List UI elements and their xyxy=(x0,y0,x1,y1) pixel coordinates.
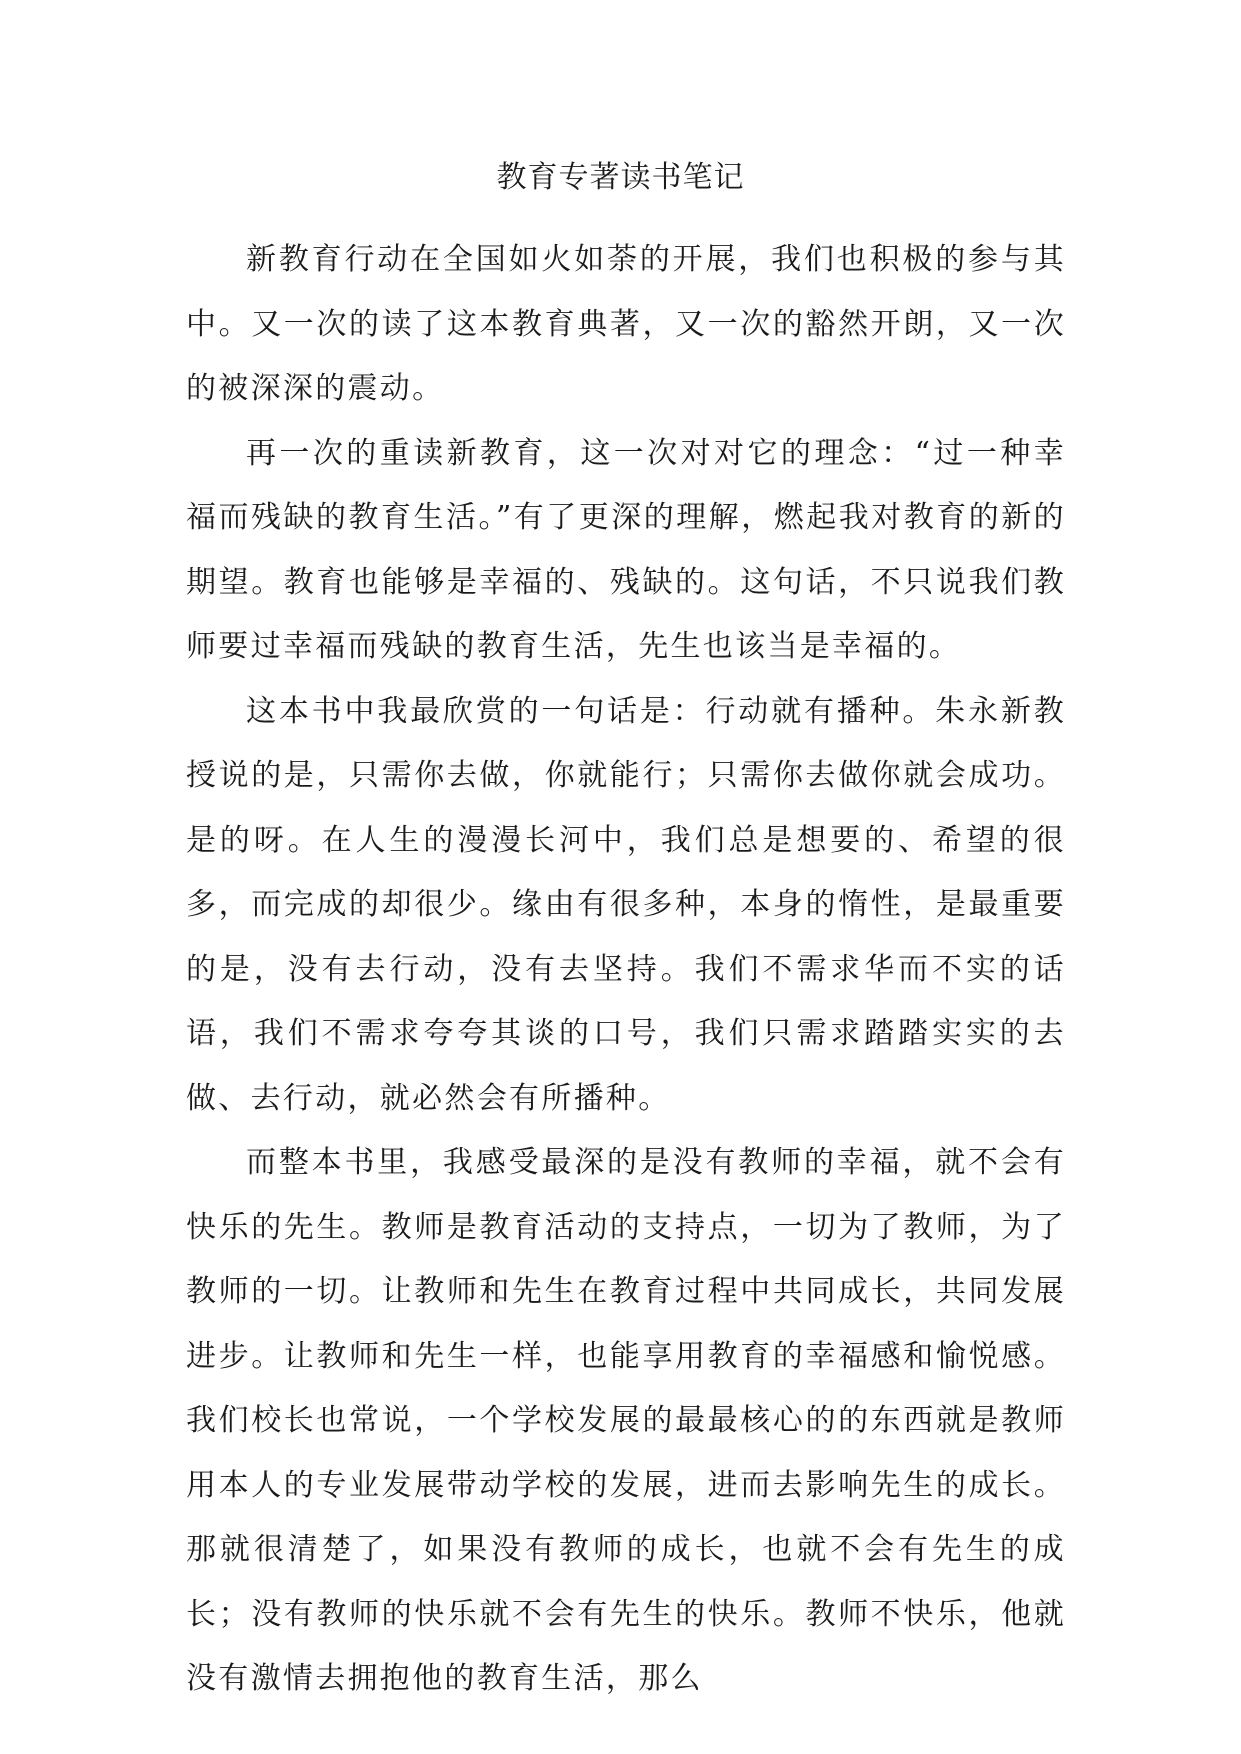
paragraph-2: 再一次的重读新教育，这一次对对它的理念：“过一种幸福而残缺的教育生活。”有了更深的理解，燃起我对教育的新的期望。教育也能够是幸福的、残缺的。这句话，不只说我们教师要过幸福而残缺的教育生活，先生也该当是幸福的。 xyxy=(186,435,1066,664)
document-title: 教育专著读书笔记 xyxy=(496,160,745,195)
document-body xyxy=(186,228,1066,1712)
paragraph-4: 而整本书里，我感受最深的是没有教师的幸福，就不会有快乐的先生。教师是教育活动的支持点，一切为了教师，为了教师的一切。让教师和先生在教育过程中共同成长，共同发展进步。让教师和先生一样，也能享用教育的幸福感和愉悦感。我们校长也常说，一个学校发展的最最核心的的东西就是教师用本人的专业发展带动学校的发展，进而去影响先生的成长。那就很清楚了，如果没有教师的成长，也就不会有先生的成长；没有教师的快乐就不会有先生的快乐。教师不快乐，他就没有激情去拥抱他的教育生活，那么 xyxy=(186,1145,1066,1696)
paragraph-3: 这本书中我最欣赏的一句话是：行动就有播种。朱永新教授说的是，只需你去做，你就能行；只需你去做你就会成功。是的呀。在人生的漫漫长河中，我们总是想要的、希望的很多，而完成的却很少。缘由有很多种，本身的惰性，是最重要的是，没有去行动，没有去坚持。我们不需求华而不实的话语，我们不需求夸夸其谈的口号，我们只需求踏踏实实的去做、去行动，就必然会有所播种。 xyxy=(186,693,1066,1116)
paragraph-1: 新教育行动在全国如火如荼的开展，我们也积极的参与其中。又一次的读了这本教育典著，又一次的豁然开朗，又一次的被深深的震动。 xyxy=(186,242,1066,406)
